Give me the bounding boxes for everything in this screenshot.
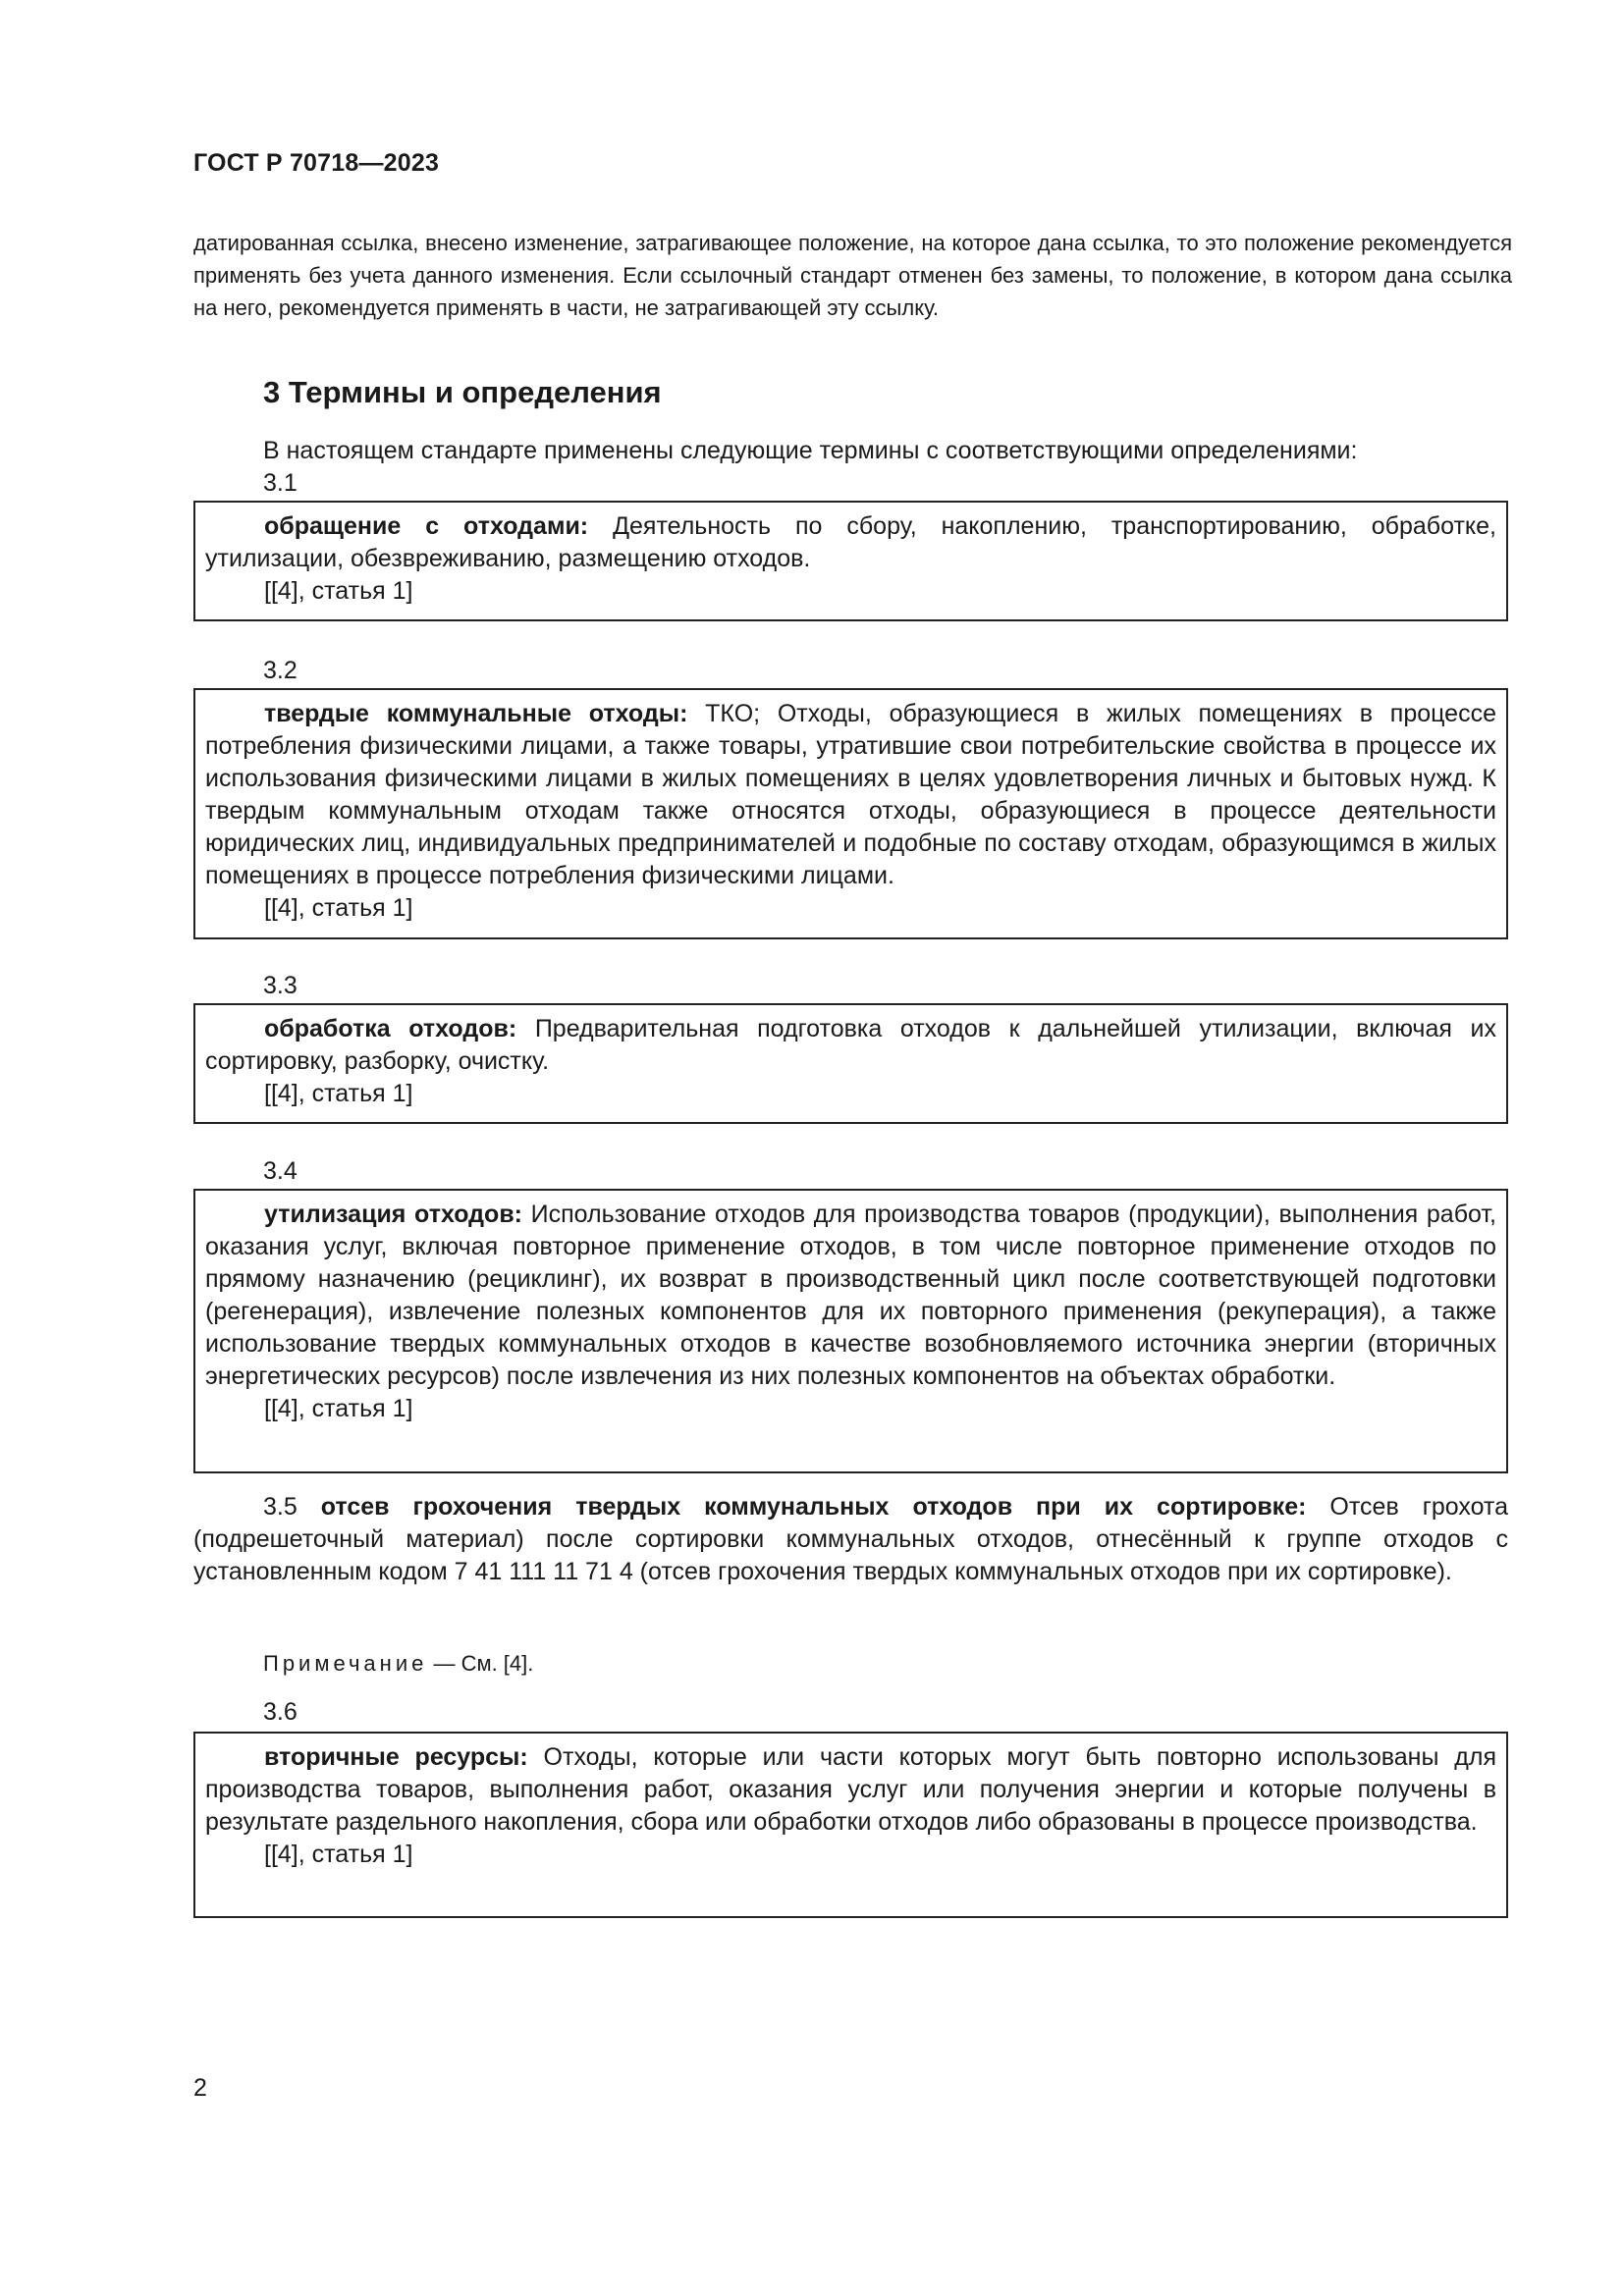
term-definition xyxy=(205,1199,1496,1393)
term-number: 3.4 xyxy=(263,1157,298,1185)
section-title: 3 Термины и определения xyxy=(263,375,662,409)
page-number: 2 xyxy=(193,2074,207,2102)
term-name: вторичные ресурсы: xyxy=(264,1743,528,1771)
term-number: 3.3 xyxy=(263,972,298,999)
term-box xyxy=(193,1189,1508,1473)
term-source: [[4], статья 1] xyxy=(264,1841,413,1868)
term-definition xyxy=(193,1491,1508,1588)
term-name: обработка отходов: xyxy=(264,1015,517,1042)
term-number: 3.2 xyxy=(263,657,298,684)
term-name: утилизация отходов: xyxy=(264,1201,523,1228)
term-box xyxy=(193,501,1508,621)
term-text: Отходы, которые или части которых могут быть повторно использованы для производства товаров, выполнения работ, оказания услуг или получения энергии и которые получены в результате раздельного накопления, сбора или обработки отходов либо образованы в процессе производства. xyxy=(205,1743,1496,1836)
term-number: 3.6 xyxy=(263,1698,298,1726)
term-definition xyxy=(205,1741,1496,1839)
term-number: 3.5 xyxy=(263,1493,298,1521)
term-box xyxy=(193,1003,1508,1124)
document-header: ГОСТ Р 70718—2023 xyxy=(193,149,440,177)
term-name: обращение с отходами: xyxy=(264,512,589,540)
term-definition xyxy=(205,1013,1496,1078)
term-box xyxy=(193,1732,1508,1918)
term-source: [[4], статья 1] xyxy=(264,1080,413,1107)
term-box xyxy=(193,688,1508,939)
term-definition xyxy=(205,510,1496,575)
term-source: [[4], статья 1] xyxy=(264,1395,413,1422)
term-text: ТКО; Отходы, образующиеся в жилых помещениях в процессе потребления физическими лицами, а также товары, утратившие свои потребительские свойства в процессе их использования физическими лицами в жилых помещениях в целях удовлетворения личных и бытовых нужд. К твердым коммунальным отходам также относятся отходы, образующиеся в процессе деятельности юридических лиц, индивидуальных предпринимателей и подобные по составу отходам, образующимся в жилых помещениях в процессе потребления физическими лицами. xyxy=(205,700,1496,889)
term-definition xyxy=(205,698,1496,892)
term-text: Предварительная подготовка отходов к дальнейшей утилизации, включая их сортировку, разборку, очистку. xyxy=(205,1015,1496,1075)
term-text: Деятельность по сбору, накоплению, транспортированию, обработке, утилизации, обезвреживанию, размещению отходов. xyxy=(205,512,1496,572)
intro-paragraph: датированная ссылка, внесено изменение, затрагивающее положение, на которое дана ссылка, то это положение рекомендуется применять без учета данного изменения. Если ссылочный стандарт отменен без замены, то положение, в котором дана ссылка на него, рекомендуется применять в части, не затрагивающей эту ссылку. xyxy=(193,231,1512,320)
term-text: Использование отходов для производства товаров (продукции), выполнения работ, оказания услуг, включая повторное применение отходов, в том числе повторное применение отходов по прямому назначению (рециклинг), их возврат в производственный цикл после соответствующей подготовки (регенерация), извлечение полезных компонентов для их повторного применения (рекуперация), а также использование твердых коммунальных отходов в качестве возобновляемого источника энергии (вторичных энергетических ресурсов) после извлечения из них полезных компонентов на объектах обработки. xyxy=(205,1201,1496,1390)
term-name: твердые коммунальные отходы: xyxy=(264,700,688,727)
note xyxy=(263,1647,533,1680)
note-label: Примечание xyxy=(263,1651,428,1676)
note-text: — См. [4]. xyxy=(427,1651,534,1676)
term-source: [[4], статья 1] xyxy=(264,894,413,922)
term-text: Отсев грохота (подрешеточный материал) после сортировки коммунальных отходов, отнесённый к группе отходов с установленным кодом 7 41 111 11 71 4 (отсев грохочения твердых коммунальных отходов при их сортировке). xyxy=(193,1493,1509,1585)
section-lead: В настоящем стандарте применены следующие термины с соответствующими определениями: xyxy=(263,437,1358,464)
term-number: 3.1 xyxy=(263,469,298,497)
term-name: отсев грохочения твердых коммунальных отходов при их сортировке: xyxy=(320,1493,1307,1521)
term-source: [[4], статья 1] xyxy=(264,577,413,605)
